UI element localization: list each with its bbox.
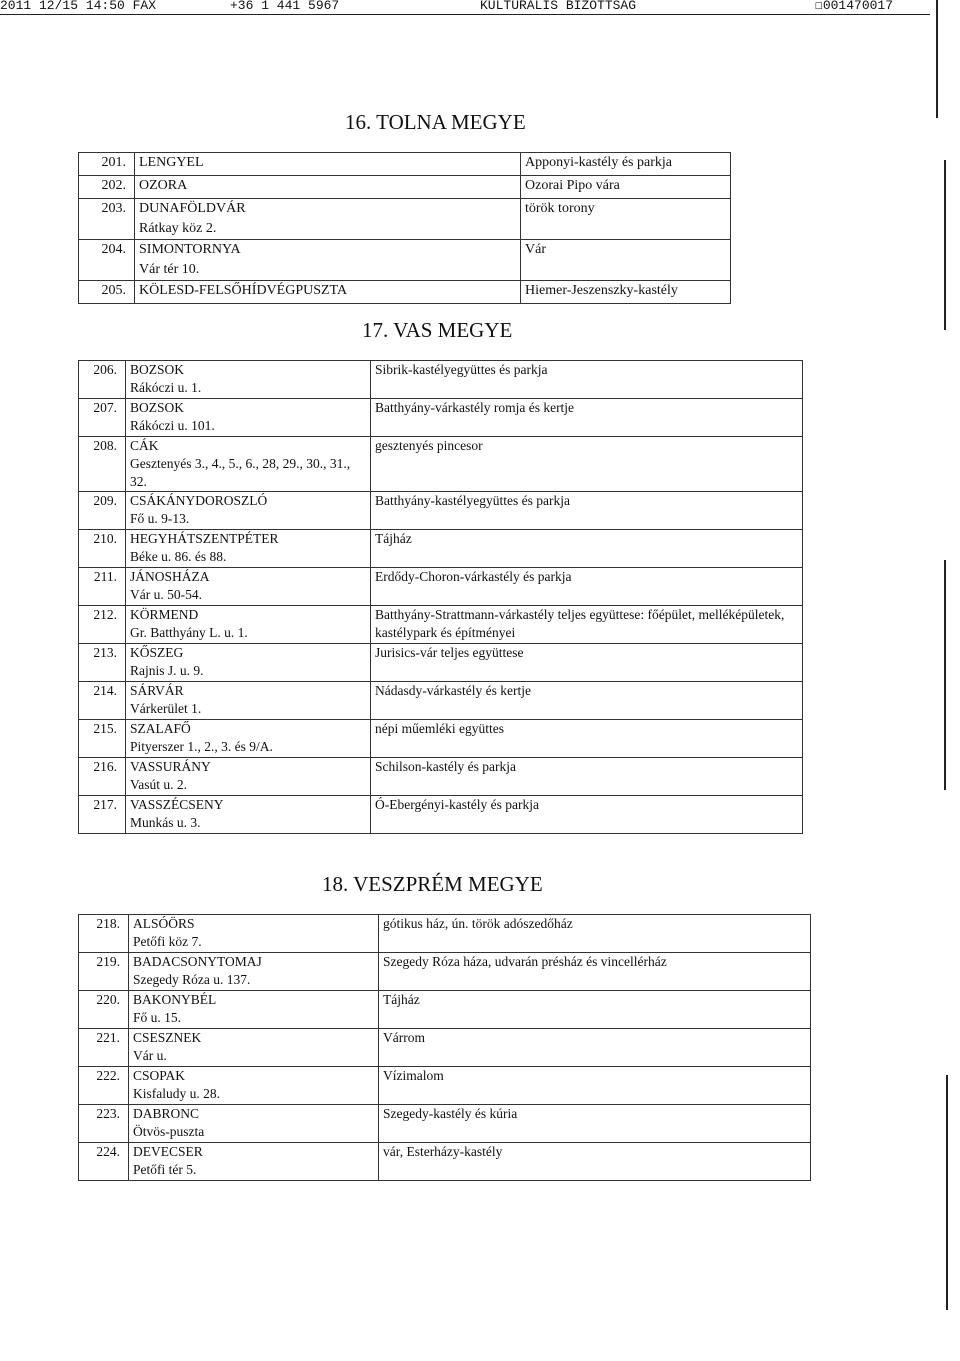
place-name: BOZSOK: [130, 400, 185, 415]
monument-description: török torony: [521, 199, 731, 240]
place-name: SIMONTORNYA: [139, 242, 241, 257]
table-row: [79, 915, 811, 953]
place-name: DUNAFÖLDVÁR: [139, 201, 246, 216]
place-name: CÁK: [130, 438, 159, 453]
table-veszprem: [78, 914, 811, 1181]
row-number: 205.: [79, 281, 135, 304]
place-name: CSESZNEK: [133, 1030, 202, 1045]
scan-edge-line: [944, 160, 946, 330]
table-row: [79, 1105, 811, 1143]
table-row: [79, 1029, 811, 1067]
table-tolna: [78, 152, 731, 304]
place-name: BADACSONYTOMAJ: [133, 954, 262, 969]
place-cell: [126, 644, 371, 682]
table-row: [79, 796, 803, 834]
place-name: VASSZÉCSENY: [130, 797, 224, 812]
place-name: JÁNOSHÁZA: [130, 569, 210, 584]
place-name: CSOPAK: [133, 1068, 186, 1083]
fax-sender: KULTURALIS BIZOTTSAG: [480, 0, 637, 13]
table-row: [79, 1143, 811, 1181]
place-cell: [129, 991, 379, 1029]
place-address: Rátkay köz 2.: [139, 221, 217, 236]
place-address: Petőfi köz 7.: [133, 934, 202, 949]
place-address: Várkerület 1.: [130, 701, 202, 716]
table-row: [79, 758, 803, 796]
fax-phone: +36 1 441 5967: [230, 0, 340, 13]
place-address: Rákóczi u. 1.: [130, 380, 202, 395]
monument-description: Tájház: [379, 991, 811, 1029]
place-cell: [135, 281, 521, 304]
place-cell: [126, 758, 371, 796]
monument-description: Szegedy Róza háza, udvarán présház és vincellérház: [379, 953, 811, 991]
table-row: [79, 492, 803, 530]
place-name: BOZSOK: [130, 362, 185, 377]
table-row: [79, 240, 731, 281]
place-address: Rajnis J. u. 9.: [130, 663, 204, 678]
table-row: [79, 1067, 811, 1105]
place-cell: [126, 492, 371, 530]
row-number: 207.: [79, 399, 126, 437]
row-number: 202.: [79, 176, 135, 199]
row-number: 208.: [79, 437, 126, 492]
place-name: KÖRMEND: [130, 607, 199, 622]
place-name: KŐSZEG: [130, 645, 184, 660]
place-cell: [129, 1143, 379, 1181]
place-address: Vár u. 50-54.: [130, 587, 202, 602]
place-address: Rákóczi u. 101.: [130, 418, 215, 433]
place-cell: [126, 796, 371, 834]
monument-description: Ó-Ebergényi-kastély és parkja: [371, 796, 803, 834]
scan-edge-line: [936, 0, 938, 118]
monument-description: Schilson-kastély és parkja: [371, 758, 803, 796]
row-number: 218.: [79, 915, 129, 953]
monument-description: Batthyány-Strattmann-várkastély teljes együttese: főépület, melléképületek, kastélypark és építményei: [371, 606, 803, 644]
place-cell: [129, 915, 379, 953]
place-cell: [126, 399, 371, 437]
place-cell: [129, 953, 379, 991]
place-address: Gesztenyés 3., 4., 5., 6., 28, 29., 30., 31., 32.: [130, 456, 351, 489]
place-name: SÁRVÁR: [130, 683, 184, 698]
fax-page-code: ☐001470017: [815, 0, 894, 13]
row-number: 211.: [79, 568, 126, 606]
place-address: Vár u.: [133, 1048, 167, 1063]
place-cell: [129, 1067, 379, 1105]
place-name: DEVECSER: [133, 1144, 203, 1159]
row-number: 221.: [79, 1029, 129, 1067]
table-row: [79, 991, 811, 1029]
monument-description: Tájház: [371, 530, 803, 568]
monument-description: Apponyi-kastély és parkja: [521, 153, 731, 176]
row-number: 220.: [79, 991, 129, 1029]
table-row: [79, 199, 731, 240]
table-row: [79, 437, 803, 492]
monument-description: népi műemléki együttes: [371, 720, 803, 758]
row-number: 209.: [79, 492, 126, 530]
row-number: 204.: [79, 240, 135, 281]
monument-description: Batthyány-kastélyegyüttes és parkja: [371, 492, 803, 530]
table-row: [79, 606, 803, 644]
table-row: [79, 720, 803, 758]
monument-description: Erdődy-Choron-várkastély és parkja: [371, 568, 803, 606]
place-name: VASSURÁNY: [130, 759, 211, 774]
place-name: HEGYHÁTSZENTPÉTER: [130, 531, 279, 546]
place-address: Kisfaludy u. 28.: [133, 1086, 220, 1101]
place-address: Vasút u. 2.: [130, 777, 187, 792]
scan-edge-line: [946, 1075, 948, 1310]
table-row: [79, 361, 803, 399]
place-cell: [126, 361, 371, 399]
monument-description: Batthyány-várkastély romja és kertje: [371, 399, 803, 437]
monument-description: gesztenyés pincesor: [371, 437, 803, 492]
section-title-vas: 17. VAS MEGYE: [362, 318, 513, 342]
row-number: 203.: [79, 199, 135, 240]
place-cell: [129, 1029, 379, 1067]
place-cell: [126, 682, 371, 720]
table-row: [79, 953, 811, 991]
place-cell: [135, 240, 521, 281]
row-number: 215.: [79, 720, 126, 758]
row-number: 222.: [79, 1067, 129, 1105]
place-name: LENGYEL: [139, 155, 204, 170]
place-cell: [135, 199, 521, 240]
monument-description: Hiemer-Jeszenszky-kastély: [521, 281, 731, 304]
place-cell: [126, 568, 371, 606]
place-name: ALSÓÖRS: [133, 916, 195, 931]
monument-description: Vár: [521, 240, 731, 281]
place-cell: [135, 176, 521, 199]
place-address: Petőfi tér 5.: [133, 1162, 197, 1177]
scan-edge-line: [944, 560, 946, 790]
table-row: [79, 568, 803, 606]
place-address: Béke u. 86. és 88.: [130, 549, 227, 564]
row-number: 216.: [79, 758, 126, 796]
place-address: Ötvös-puszta: [133, 1124, 205, 1139]
place-cell: [126, 720, 371, 758]
row-number: 210.: [79, 530, 126, 568]
place-cell: [126, 606, 371, 644]
place-address: Pityerszer 1., 2., 3. és 9/A.: [130, 739, 273, 754]
monument-description: Várrom: [379, 1029, 811, 1067]
row-number: 219.: [79, 953, 129, 991]
place-address: Gr. Batthyány L. u. 1.: [130, 625, 248, 640]
monument-description: Jurisics-vár teljes együttese: [371, 644, 803, 682]
place-name: KÖLESD-FELSŐHÍDVÉGPUSZTA: [139, 283, 348, 298]
table-row: [79, 530, 803, 568]
row-number: 217.: [79, 796, 126, 834]
row-number: 224.: [79, 1143, 129, 1181]
place-name: SZALAFŐ: [130, 721, 191, 736]
table-vas: [78, 360, 803, 834]
place-address: Fő u. 15.: [133, 1010, 182, 1025]
place-name: CSÁKÁNYDOROSZLÓ: [130, 493, 268, 508]
monument-description: Szegedy-kastély és kúria: [379, 1105, 811, 1143]
place-name: OZORA: [139, 178, 188, 193]
fax-datetime: 2011 12/15 14:50 FAX: [0, 0, 157, 13]
fax-header: [0, 0, 930, 15]
place-name: BAKONYBÉL: [133, 992, 217, 1007]
table-row: [79, 644, 803, 682]
row-number: 223.: [79, 1105, 129, 1143]
place-cell: [129, 1105, 379, 1143]
place-cell: [135, 153, 521, 176]
place-address: Szegedy Róza u. 137.: [133, 972, 251, 987]
table-row: [79, 153, 731, 176]
place-address: Munkás u. 3.: [130, 815, 201, 830]
monument-description: Vízimalom: [379, 1067, 811, 1105]
monument-description: Nádasdy-várkastély és kertje: [371, 682, 803, 720]
row-number: 212.: [79, 606, 126, 644]
section-title-veszprem: 18. VESZPRÉM MEGYE: [322, 872, 543, 896]
monument-description: vár, Esterházy-kastély: [379, 1143, 811, 1181]
row-number: 214.: [79, 682, 126, 720]
row-number: 213.: [79, 644, 126, 682]
place-cell: [126, 437, 371, 492]
place-address: Fő u. 9-13.: [130, 511, 190, 526]
place-cell: [126, 530, 371, 568]
monument-description: gótikus ház, ún. török adószedőház: [379, 915, 811, 953]
monument-description: Sibrik-kastélyegyüttes és parkja: [371, 361, 803, 399]
row-number: 206.: [79, 361, 126, 399]
place-name: DABRONC: [133, 1106, 200, 1121]
table-row: [79, 176, 731, 199]
place-address: Vár tér 10.: [139, 262, 200, 277]
row-number: 201.: [79, 153, 135, 176]
section-title-tolna: 16. TOLNA MEGYE: [345, 110, 526, 134]
monument-description: Ozorai Pipo vára: [521, 176, 731, 199]
table-row: [79, 281, 731, 304]
table-row: [79, 399, 803, 437]
table-row: [79, 682, 803, 720]
